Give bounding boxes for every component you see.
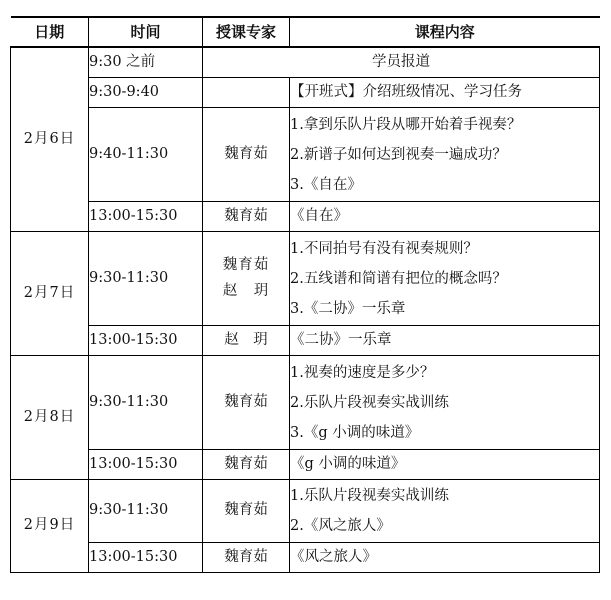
time-cell: 13:00-15:30 (89, 326, 203, 356)
time-cell: 9:30-11:30 (89, 480, 203, 543)
content-cell (203, 47, 600, 78)
expert-cell (203, 232, 290, 326)
header-expert: 授课专家 (203, 17, 290, 47)
table-row (11, 232, 600, 326)
content-line: 1.不同拍号有没有视奏规则？ (290, 240, 478, 257)
content-cell: 《二协》一乐章 (290, 326, 600, 356)
content-line: 2.五线谱和简谱有把位的概念吗？ (290, 270, 507, 287)
content-text: 学员报道 (372, 53, 430, 70)
time-cell: 9:40-11:30 (89, 108, 203, 202)
header-content: 课程内容 (290, 17, 600, 47)
table-row (11, 543, 600, 573)
content-line: 2.《风之旅人》 (290, 518, 391, 534)
content-line: 3.《二协》一乐章 (290, 300, 406, 317)
time-cell: 13:00-15:30 (89, 450, 203, 480)
table-row (11, 356, 600, 450)
time-cell: 13:00-15:30 (89, 202, 203, 232)
content-cell: 《g 小调的味道》 (290, 450, 600, 480)
content-line: 1.乐队片段视奏实战训练 (290, 488, 449, 504)
time-cell: 9:30 之前 (89, 47, 203, 78)
expert-cell: 魏育茹 (203, 108, 290, 202)
content-cell (290, 356, 600, 450)
date-cell: 2月9日 (11, 480, 89, 573)
expert-cell: 赵 玥 (203, 326, 290, 356)
content-line: 1.视奏的速度是多少？ (290, 364, 435, 381)
expert-name: 魏育茹 (222, 257, 270, 274)
content-cell: 【开班式】介绍班级情况、学习任务 (290, 78, 600, 108)
expert-name: 赵 玥 (222, 282, 270, 299)
content-line: 3.《自在》 (290, 176, 362, 193)
time-cell: 13:00-15:30 (89, 543, 203, 573)
header-time: 时间 (89, 17, 203, 47)
date-cell: 2月7日 (11, 232, 89, 356)
expert-cell: 魏育茹 (203, 450, 290, 480)
expert-cell: 魏育茹 (203, 480, 290, 543)
date-cell: 2月6日 (11, 47, 89, 232)
expert-cell: 魏育茹 (203, 356, 290, 450)
content-line: 3.《g 小调的味道》 (290, 424, 420, 441)
table-row (11, 480, 600, 543)
content-cell: 《风之旅人》 (290, 543, 600, 573)
time-cell: 9:30-11:30 (89, 232, 203, 326)
content-line: 2.乐队片段视奏实战训练 (290, 394, 449, 411)
header-row (11, 17, 600, 47)
schedule-table (10, 16, 600, 573)
table-row (11, 450, 600, 480)
table-row (11, 108, 600, 202)
table-row (11, 78, 600, 108)
content-cell (290, 108, 600, 202)
content-line: 2.新谱子如何达到视奏一遍成功？ (290, 146, 507, 163)
content-cell (290, 232, 600, 326)
expert-cell (203, 78, 290, 108)
content-line: 1.拿到乐队片段从哪开始着手视奏？ (290, 116, 522, 133)
table-row (11, 202, 600, 232)
table-row (11, 47, 600, 78)
expert-cell: 魏育茹 (203, 202, 290, 232)
header-date: 日期 (11, 17, 89, 47)
date-cell: 2月8日 (11, 356, 89, 480)
table-row (11, 326, 600, 356)
time-cell: 9:30-11:30 (89, 356, 203, 450)
content-cell: 《自在》 (290, 202, 600, 232)
time-cell: 9:30-9:40 (89, 78, 203, 108)
content-cell (290, 480, 600, 543)
expert-cell: 魏育茹 (203, 543, 290, 573)
